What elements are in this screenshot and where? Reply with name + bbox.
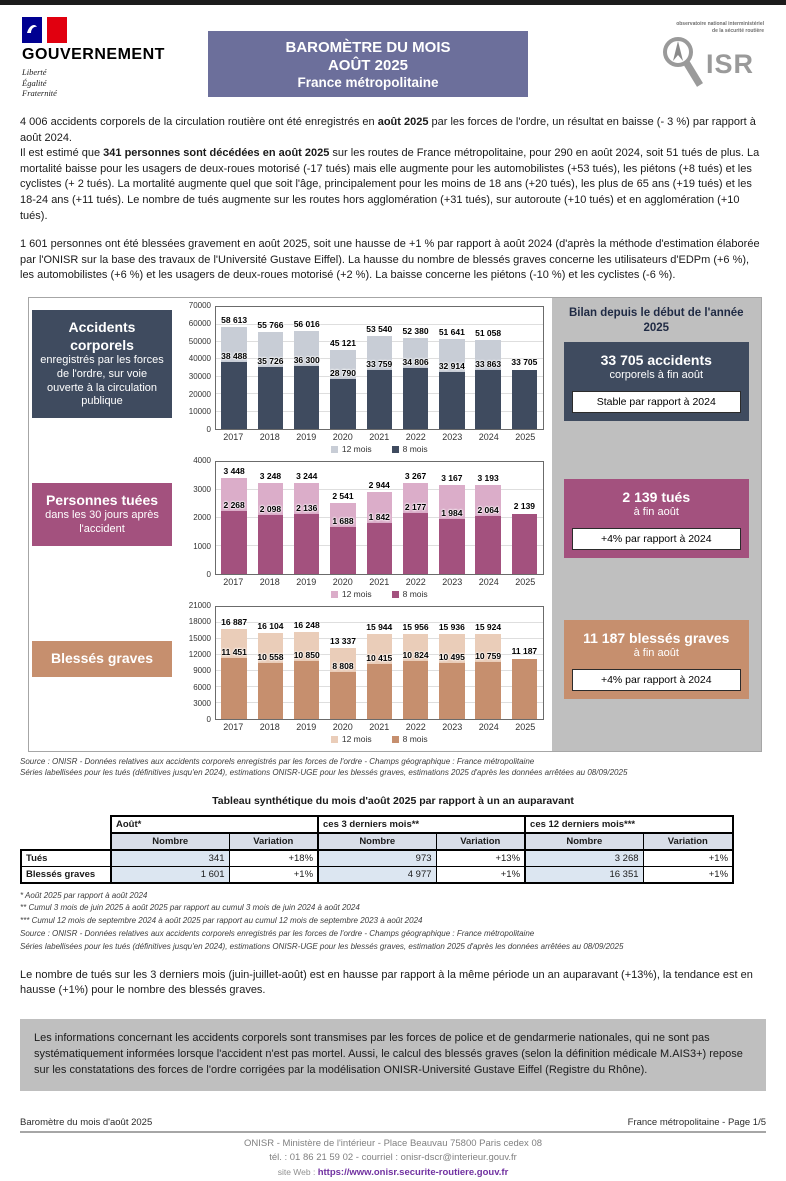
bar-total-label: 15 956 (402, 622, 429, 632)
y-tick-label: 3000 (193, 484, 211, 494)
y-tick-label: 6000 (193, 682, 211, 692)
y-tick-label: 30000 (188, 371, 211, 381)
bar-8-mois-label: 11 187 (511, 646, 538, 657)
table-footnotes (20, 890, 786, 954)
y-tick-label: 9000 (193, 666, 211, 676)
chart-legend (207, 734, 552, 744)
legend-label: 12 mois (341, 734, 372, 745)
y-tick-label: 4000 (193, 456, 211, 466)
motto-line: Fraternité (22, 88, 57, 99)
value-cell: 973 (318, 850, 436, 867)
intro-section (20, 115, 766, 284)
x-axis-year: 2021 (369, 577, 390, 588)
value-cell: 341 (111, 850, 229, 867)
footer-left: Baromètre du mois d'août 2025 (20, 1116, 153, 1128)
blesses-chart-row (31, 602, 552, 747)
bar-total-label: 3 244 (296, 471, 318, 482)
motto-line: Liberté (22, 67, 47, 77)
row-label: Blessés graves (21, 866, 111, 883)
x-axis-year: 2020 (332, 722, 353, 733)
plot-canvas (215, 306, 544, 430)
x-axis-row (173, 577, 552, 587)
value-cell: +1% (643, 866, 733, 883)
bar-8-mois (258, 663, 283, 719)
bilan-card-value: 11 187 blessés graves (583, 629, 730, 646)
y-tick-label: 0 (206, 570, 211, 580)
y-tick-label: 70000 (188, 301, 211, 311)
legend-item (331, 734, 372, 744)
footer-bar (20, 1117, 766, 1133)
bar-8-mois (294, 366, 319, 429)
legend-item (392, 444, 428, 454)
legend-item (331, 589, 372, 599)
bar-8-mois (330, 379, 355, 429)
y-axis (173, 301, 215, 435)
bar-8-mois (403, 368, 428, 429)
value-cell: 16 351 (525, 866, 643, 883)
x-axis-labels (215, 722, 544, 732)
bar-total-label: 51 058 (475, 328, 502, 339)
bilan-title: Bilan depuis le début de l'année 2025 (568, 307, 744, 335)
bar-8-mois (475, 516, 500, 574)
bar-8-mois-label: 10 558 (257, 651, 284, 662)
y-tick-label: 10000 (188, 407, 211, 417)
column-header-cell: Variation (436, 833, 525, 850)
column-header-cell: Nombre (318, 833, 436, 850)
bar-total-label: 2 944 (368, 479, 390, 490)
bar-total-label: 3 167 (441, 473, 463, 484)
y-tick-label: 40000 (188, 354, 211, 364)
y-tick-label: 0 (206, 425, 211, 435)
government-logo (22, 17, 165, 99)
column-header-cell: Nombre (525, 833, 643, 850)
table-corner-cell (21, 833, 111, 850)
chart-label-title: Accidents corporels (68, 319, 136, 353)
plot-canvas (215, 461, 544, 575)
text-run-bold: août 2025 (377, 116, 429, 128)
bar-total-label: 45 121 (329, 338, 356, 349)
x-axis-year: 2018 (259, 432, 280, 443)
x-axis-year: 2019 (296, 577, 317, 588)
value-cell: +1% (436, 866, 525, 883)
bar-8-mois (367, 523, 392, 575)
bar-total-label: 3 448 (223, 465, 245, 476)
bilan-card-subtitle: à fin août (633, 646, 679, 659)
x-axis-year: 2017 (223, 577, 244, 588)
x-axis-year: 2024 (478, 432, 499, 443)
government-motto (22, 67, 165, 99)
y-tick-label: 21000 (188, 601, 211, 611)
legend-swatch (331, 591, 338, 598)
y-axis (173, 456, 215, 580)
x-axis-year: 2018 (259, 722, 280, 733)
info-box: Les informations concernant les accidents corporels sont transmises par les forces de police et de gendarmerie nationales, qui ne sont pas systématiquement informées lorsque l'accident n'est pas mortel. Aussi, le calcul des blessés graves (selon la définition médicale M.AIS3+) repose sur les constatations des forces de l'ordre corrigées par la modélisation ONISR-Université Gustave Eiffel (Registre du Rhône). (20, 1019, 766, 1091)
bar-8-mois-label: 33 863 (475, 359, 502, 370)
x-axis-year: 2023 (442, 432, 463, 443)
value-cell: 3 268 (525, 850, 643, 867)
chart-label-subtitle: enregistrés par les forces de l'ordre, sur voie ouverte à la circulation publique (40, 354, 164, 408)
bar-8-mois (439, 663, 464, 719)
bar-8-mois-label: 1 842 (368, 511, 390, 522)
bilan-card-value: 2 139 tués (622, 488, 691, 505)
legend-label: 12 mois (341, 444, 372, 455)
bilan-card-subtitle: corporels à fin août (609, 368, 704, 381)
closing-paragraph: Le nombre de tués sur les 3 derniers mois (juin-juillet-août) est en hausse par rapport à la même période un an auparavant (+13%), la tendance est en hausse (+1%) pour le nombre des blessés graves. (20, 968, 753, 997)
figure-panel (28, 297, 762, 752)
group-header-cell: Août* (111, 816, 318, 833)
plot-area (173, 301, 552, 435)
value-cell: +13% (436, 850, 525, 867)
footer-contact: tél. : 01 86 21 59 02 - courriel : onisr-dscr@interieur.gouv.fr (269, 1152, 517, 1164)
x-axis-row (173, 722, 552, 732)
bar-8-mois-label: 10 850 (293, 650, 320, 661)
bar-8-mois-label: 10 495 (438, 652, 465, 663)
intro-paragraph-2 (20, 146, 766, 224)
value-cell: 4 977 (318, 866, 436, 883)
value-cell: +1% (229, 866, 318, 883)
bar-total-label: 3 193 (477, 472, 499, 483)
row-label: Tués (21, 850, 111, 867)
bilan-card-accidents (564, 342, 749, 421)
bar-total-label: 16 104 (257, 621, 284, 632)
y-tick-label: 12000 (188, 649, 211, 659)
x-axis-year: 2022 (405, 722, 426, 733)
x-axis-year: 2022 (405, 432, 426, 443)
charts-column (29, 298, 552, 751)
bar-8-mois (403, 513, 428, 574)
footnote-line: Source : ONISR - Données relatives aux accidents corporels enregistrés par les forces de l'ordre - Champs géographique : France métropolitaine (20, 929, 535, 939)
bar-total-label: 15 936 (438, 622, 465, 633)
tues-bar-chart (173, 457, 552, 602)
report-title-line3: France métropolitaine (297, 74, 439, 90)
bar-total-label: 16 887 (221, 617, 248, 628)
x-axis-year: 2019 (296, 432, 317, 443)
text-run: sur les routes de France métropolitaine, pour 290 en août 2024, soit 51 tués de plus. La mortalité baisse pour les usagers de deux-roues motorisé (-17 tués) mais elle augmente pour les automobilistes (+53 tués), les piétons (+8 tués) et les cyclistes (+ 2 tués). La mortalité augmente quel que soit l'âge, principalement pour les moins de 18 ans (+20 tués), les plus de 65 ans (+19 tués) et les 18-24 ans (+11 tués). Le nombre de tués augmente sur les routes hors agglomération (+31 tués), sur autoroute (+10 tués) et en agglomération (+10 tués). (20, 147, 760, 222)
bar-total-label: 15 924 (475, 622, 502, 633)
bar-8-mois-label: 35 726 (257, 355, 284, 366)
x-axis-year: 2021 (369, 432, 390, 443)
y-tick-label: 0 (206, 715, 211, 725)
footnote-line: ** Cumul 3 mois de juin 2025 à août 2025 par rapport au cumul 3 mois de juin 2024 à août 2024 (20, 903, 360, 913)
bar-8-mois-label: 32 914 (438, 360, 465, 371)
bilan-card-value: 33 705 accidents (600, 351, 712, 368)
bilan-panel (552, 298, 761, 751)
y-tick-label: 3000 (193, 698, 211, 708)
accidents-chart-row (31, 302, 552, 457)
bilan-card-badge: Stable par rapport à 2024 (572, 391, 741, 413)
bar-total-label: 51 641 (438, 327, 465, 338)
bar-total-label: 58 613 (221, 314, 248, 325)
tues-chart-row (31, 457, 552, 602)
bar-8-mois (330, 672, 355, 719)
x-axis-year: 2021 (369, 722, 390, 733)
bar-total-label: 56 016 (293, 319, 320, 330)
bar-8-mois-label: 1 984 (441, 507, 463, 518)
footnote-line: Séries labellisées pour les tués (définitives jusqu'en 2024), estimations ONISR-UGE pour les blessés graves, estimation 2025 d'après les données arrêtées au 08/09/2025 (20, 941, 624, 951)
bar-total-label: 15 944 (366, 622, 393, 633)
legend-swatch (331, 446, 338, 453)
motto-line: Égalité (22, 77, 47, 88)
legend-label: 8 mois (402, 589, 428, 600)
bar-8-mois (475, 370, 500, 429)
value-cell: +18% (229, 850, 318, 867)
group-header-cell: ces 3 derniers mois** (318, 816, 525, 833)
bar-8-mois (330, 527, 355, 574)
legend-swatch (331, 736, 338, 743)
column-header-cell: Variation (643, 833, 733, 850)
bilan-card-subtitle: à fin août (633, 505, 679, 518)
bar-8-mois-label: 2 177 (404, 502, 427, 513)
intro-paragraph-1 (20, 115, 766, 146)
x-axis-year: 2020 (332, 432, 353, 443)
chart-legend (207, 589, 552, 599)
bar-8-mois-label: 2 136 (296, 503, 318, 514)
bar-8-mois (512, 659, 537, 719)
onisr-tagline (640, 21, 770, 34)
x-axis-year: 2018 (259, 577, 280, 588)
y-tick-label: 1000 (193, 541, 211, 551)
bar-total-label: 3 267 (404, 470, 427, 481)
bar-8-mois (258, 515, 283, 574)
y-tick-label: 2000 (193, 513, 211, 523)
chart-label-subtitle: dans les 30 jours après l'accident (45, 509, 159, 535)
bar-8-mois (221, 362, 246, 429)
bar-8-mois (258, 367, 283, 429)
report-title-banner (208, 31, 528, 97)
legend-label: 8 mois (402, 444, 428, 455)
french-flag-icon (22, 17, 68, 43)
group-header-cell: ces 12 derniers mois*** (525, 816, 733, 833)
x-axis-year: 2025 (515, 577, 536, 588)
table-corner-cell (21, 816, 111, 833)
footer-website-link[interactable]: https://www.onisr.securite-routiere.gouv.fr (317, 1167, 509, 1179)
onisr-logo-text: ISR (705, 49, 754, 79)
bilan-card-badge: +4% par rapport à 2024 (572, 528, 741, 550)
bar-8-mois (512, 514, 537, 574)
report-title-line2: AOÛT 2025 (327, 56, 409, 74)
bar-8-mois (294, 661, 319, 719)
bar-8-mois (221, 658, 246, 719)
bar-8-mois-label: 36 300 (293, 354, 320, 365)
bar-total-label: 16 248 (293, 620, 320, 631)
onisr-tagline-line: observatoire national interministériel (676, 21, 764, 27)
source-note-line-2: Séries labellisées pour les tués (définitives jusqu'en 2024), estimations ONISR-UGE pour les blessés graves, estimations 2025 d'après les données arrêtées au 08/09/2025 (20, 767, 628, 777)
source-note-line-1: Source : ONISR - Données relatives aux accidents corporels enregistrés par les forces de l'ordre - Champs géographique : France métropolitaine (20, 757, 535, 767)
x-axis-year: 2022 (405, 577, 426, 588)
report-title-line1: BAROMÈTRE DU MOIS (285, 38, 451, 56)
bar-8-mois-label: 1 688 (332, 515, 354, 526)
legend-item (331, 444, 372, 454)
x-axis-year: 2025 (515, 432, 536, 443)
bilan-card-badge: +4% par rapport à 2024 (572, 669, 741, 691)
x-axis-year: 2017 (223, 722, 244, 733)
footnote-line: *** Cumul 12 mois de septembre 2024 à août 2025 par rapport au cumul 12 mois de septembre 2023 à août 2024 (20, 916, 423, 926)
footer-website-label: site Web : (277, 1167, 318, 1178)
chart-label-title: Blessés graves (51, 650, 153, 667)
y-tick-label: 20000 (188, 389, 211, 399)
bar-8-mois-label: 2 064 (477, 505, 499, 516)
bar-8-mois-label: 33 705 (511, 357, 538, 368)
chart-label-title: Personnes tuées (45, 491, 159, 508)
legend-swatch (392, 591, 399, 598)
bar-total-label: 53 540 (366, 323, 393, 334)
y-tick-label: 50000 (188, 336, 211, 346)
footer-contact-block (0, 1137, 786, 1181)
bar-8-mois-label: 2 139 (513, 501, 536, 512)
text-run: par les forces de l'ordre, un résultat en baisse (- 3 %) par rapport à août 2024. (20, 116, 756, 144)
bar-total-label: 52 380 (402, 325, 429, 336)
x-axis-year: 2025 (515, 722, 536, 733)
bar-8-mois-label: 8 808 (332, 661, 354, 672)
bilan-card-blesses (564, 620, 749, 699)
table-title: Tableau synthétique du mois d'août 2025 par rapport à un an auparavant (212, 794, 574, 807)
x-axis-year: 2020 (332, 577, 353, 588)
x-axis-row (173, 432, 552, 442)
plot-area (173, 601, 552, 725)
bar-8-mois-label: 11 451 (221, 647, 247, 658)
bar-8-mois (439, 372, 464, 429)
y-tick-label: 18000 (188, 617, 211, 627)
bar-total-label: 2 541 (332, 490, 354, 501)
text-run: Il est estimé que (20, 147, 104, 160)
synthesis-table (20, 815, 734, 884)
bar-8-mois (221, 511, 246, 575)
x-axis-year: 2024 (478, 722, 499, 733)
bar-8-mois (403, 661, 428, 719)
onisr-logo (640, 21, 770, 94)
bar-8-mois-label: 34 806 (402, 357, 429, 368)
x-axis-labels (215, 432, 544, 442)
x-axis-year: 2019 (296, 722, 317, 733)
footer-address: ONISR - Ministère de l'intérieur - Place Beauvau 75800 Paris cedex 08 (243, 1137, 543, 1149)
x-axis-year: 2023 (442, 577, 463, 588)
bar-8-mois-label: 2 098 (259, 504, 282, 515)
legend-item (392, 734, 428, 744)
bar-8-mois-label: 38 488 (221, 351, 248, 362)
accidents-label-box (32, 310, 172, 418)
bilan-card-tues (564, 479, 749, 558)
blesses-bar-chart (173, 602, 552, 747)
accidents-bar-chart (173, 302, 552, 457)
x-axis-year: 2017 (223, 432, 244, 443)
bar-8-mois (475, 662, 500, 719)
bar-8-mois (294, 514, 319, 574)
value-cell: +1% (643, 850, 733, 867)
bar-8-mois-label: 28 790 (329, 367, 356, 378)
bar-8-mois-label: 10 759 (475, 650, 502, 661)
bar-total-label: 3 248 (259, 471, 282, 482)
y-tick-label: 15000 (188, 633, 211, 643)
legend-swatch (392, 446, 399, 453)
blesses-label-box (32, 641, 172, 677)
tues-label-box (32, 483, 172, 546)
bar-8-mois-label: 2 268 (223, 499, 245, 510)
legend-swatch (392, 736, 399, 743)
x-axis-labels (215, 577, 544, 587)
chart-legend (207, 444, 552, 454)
footer-right: France métropolitaine - Page 1/5 (627, 1116, 766, 1128)
bar-8-mois (439, 519, 464, 575)
bar-8-mois-label: 33 759 (366, 359, 393, 370)
text-run-bold: 341 personnes sont décédées en août 2025 (103, 147, 330, 160)
value-cell: 1 601 (111, 866, 229, 883)
bar-8-mois-label: 10 415 (366, 652, 393, 663)
bar-8-mois-label: 10 824 (402, 650, 429, 661)
column-header-cell: Variation (229, 833, 318, 850)
bar-total-label: 55 766 (257, 319, 284, 330)
legend-label: 8 mois (402, 734, 428, 745)
plot-area (173, 456, 552, 580)
bar-8-mois (367, 664, 392, 720)
y-axis (173, 601, 215, 725)
y-tick-label: 60000 (188, 318, 211, 328)
intro-paragraph-3: 1 601 personnes ont été blessées gravement en août 2025, soit une hausse de +1 % par rapport à août 2024 (d'après la méthode d'estimation élaborée par l'ONISR sur la base des travaux de l'Université Gustave Eiffel). La hausse du nombre de blessés graves concerne les utilisateurs d'EDPm (+6 %), les automobilistes (+6 %) et les usagers de deux-roues motorisé (+2 %). La baisse concerne les piétons (-10 %) et les cyclistes (-6 %). (20, 238, 760, 282)
column-header-cell: Nombre (111, 833, 229, 850)
bar-total-label: 13 337 (329, 635, 356, 646)
plot-canvas (215, 606, 544, 720)
government-wordmark: GOUVERNEMENT (22, 46, 165, 63)
x-axis-year: 2023 (442, 722, 463, 733)
onisr-tagline-line: de la sécurité routière (712, 27, 764, 34)
page-header (0, 5, 786, 105)
text-run: 4 006 accidents corporels de la circulation routière ont été enregistrés en (20, 116, 378, 128)
legend-label: 12 mois (341, 589, 372, 600)
legend-item (392, 589, 428, 599)
footnote-line: * Août 2025 par rapport à août 2024 (20, 890, 148, 900)
bar-8-mois (512, 370, 537, 429)
bar-8-mois (367, 370, 392, 429)
x-axis-year: 2024 (478, 577, 499, 588)
